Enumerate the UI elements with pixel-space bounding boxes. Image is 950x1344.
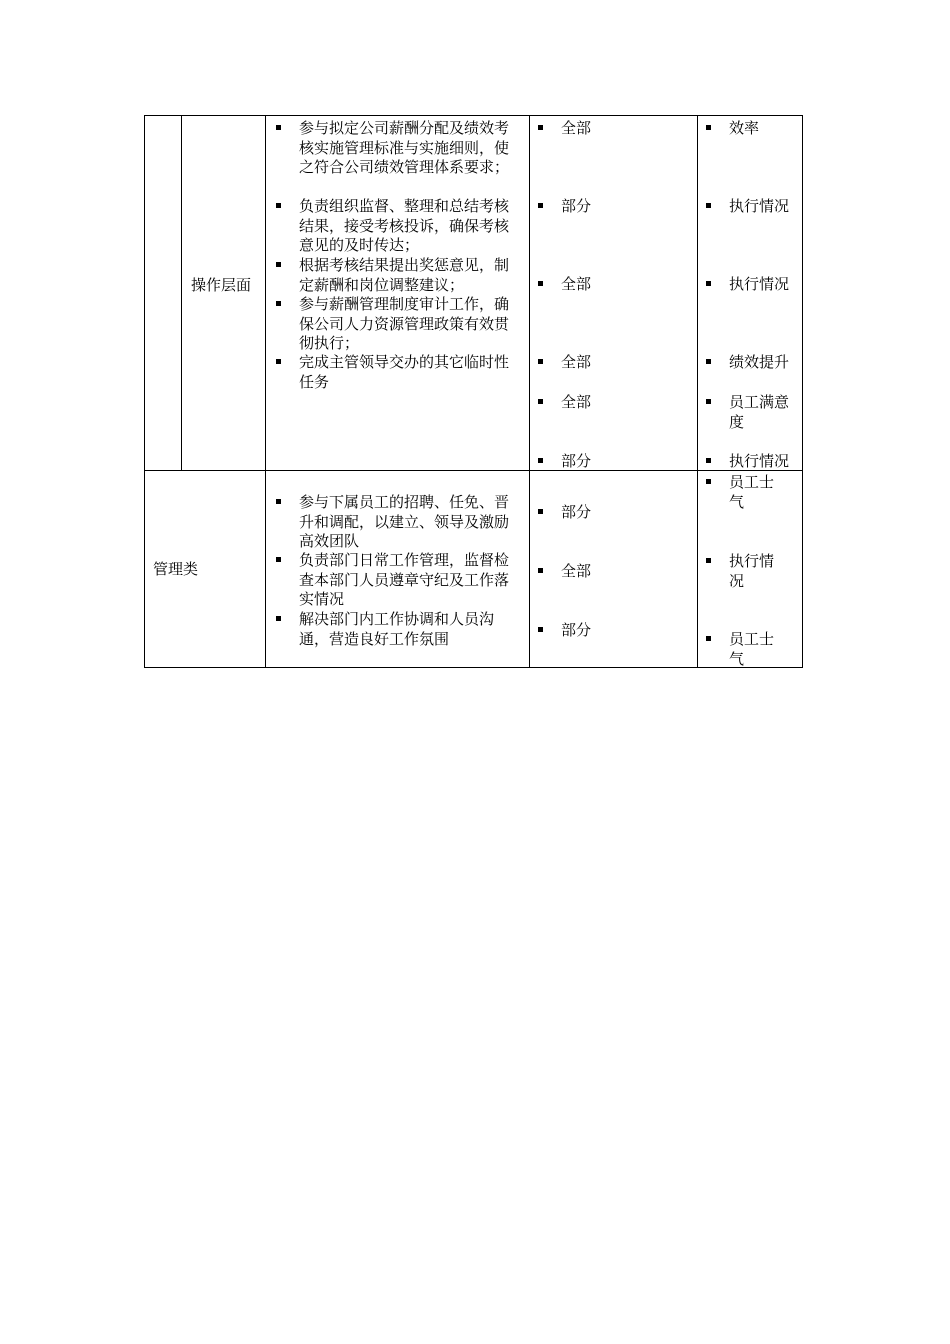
subcategory-label: 操作层面	[191, 276, 252, 294]
duty-text: 参与拟定公司薪酬分配及绩效考核实施管理标准与实施细则，使之符合公司绩效管理体系要求；	[299, 119, 510, 176]
scope-cell	[530, 471, 698, 668]
table-row-management	[145, 471, 803, 668]
scope-text: 部分	[561, 621, 592, 639]
bullet-icon	[706, 479, 711, 484]
category-cell	[145, 116, 182, 471]
duty-text: 完成主管领导交办的其它临时性任务	[299, 353, 510, 391]
bullet-icon	[706, 281, 711, 286]
measures-cell	[698, 116, 803, 471]
bullet-icon	[706, 458, 711, 463]
measure-text: 执行情况	[729, 197, 790, 215]
measure-text: 员工满意度	[729, 393, 790, 431]
measures-cell	[698, 471, 803, 668]
duty-text: 解决部门内工作协调和人员沟通，营造良好工作氛围	[299, 610, 495, 648]
duties-cell	[266, 116, 530, 471]
scope-text: 全部	[561, 119, 592, 137]
duties-cell	[266, 471, 530, 668]
scope-text: 部分	[561, 197, 592, 215]
scope-text: 全部	[561, 353, 592, 371]
bullet-icon	[706, 203, 711, 208]
bullet-icon	[276, 262, 281, 267]
duty-text: 负责组织监督、整理和总结考核结果，接受考核投诉，确保考核意见的及时传达；	[299, 197, 510, 254]
category-label: 管理类	[153, 560, 199, 578]
bullet-icon	[706, 399, 711, 404]
scope-cell	[530, 116, 698, 471]
measure-text: 执行情况	[729, 452, 790, 470]
scope-text: 部分	[561, 452, 592, 470]
measure-text: 员工士气	[729, 630, 775, 668]
scope-text: 全部	[561, 393, 592, 411]
scope-text: 全部	[561, 562, 592, 580]
duty-text: 根据考核结果提出奖惩意见，制定薪酬和岗位调整建议；	[299, 256, 510, 294]
bullet-icon	[706, 359, 711, 364]
table-row-operations	[145, 116, 803, 471]
bullet-icon	[538, 509, 543, 514]
responsibility-table	[144, 115, 803, 668]
bullet-icon	[538, 458, 543, 463]
bullet-icon	[276, 616, 281, 621]
duty-text: 参与薪酬管理制度审计工作，确保公司人力资源管理政策有效贯彻执行；	[299, 295, 510, 352]
bullet-icon	[538, 203, 543, 208]
bullet-icon	[538, 399, 543, 404]
measure-text: 员工士气	[729, 473, 775, 511]
scope-text: 部分	[561, 503, 592, 521]
category-cell	[145, 471, 266, 668]
bullet-icon	[276, 125, 281, 130]
bullet-icon	[706, 558, 711, 563]
bullet-icon	[538, 125, 543, 130]
bullet-icon	[276, 499, 281, 504]
measure-text: 效率	[729, 119, 760, 137]
duty-text: 参与下属员工的招聘、任免、晋升和调配，以建立、领导及激励高效团队	[299, 493, 510, 550]
measure-text: 绩效提升	[729, 353, 790, 371]
scope-text: 全部	[561, 275, 592, 293]
bullet-icon	[276, 359, 281, 364]
bullet-icon	[538, 281, 543, 286]
measure-text: 执行情况	[729, 552, 775, 590]
measure-text: 执行情况	[729, 275, 790, 293]
bullet-icon	[538, 359, 543, 364]
bullet-icon	[276, 203, 281, 208]
subcategory-cell	[182, 116, 266, 471]
bullet-icon	[276, 557, 281, 562]
bullet-icon	[706, 636, 711, 641]
bullet-icon	[538, 627, 543, 632]
bullet-icon	[276, 301, 281, 306]
duty-text: 负责部门日常工作管理，监督检查本部门人员遵章守纪及工作落实情况	[299, 551, 510, 608]
bullet-icon	[538, 568, 543, 573]
bullet-icon	[706, 125, 711, 130]
